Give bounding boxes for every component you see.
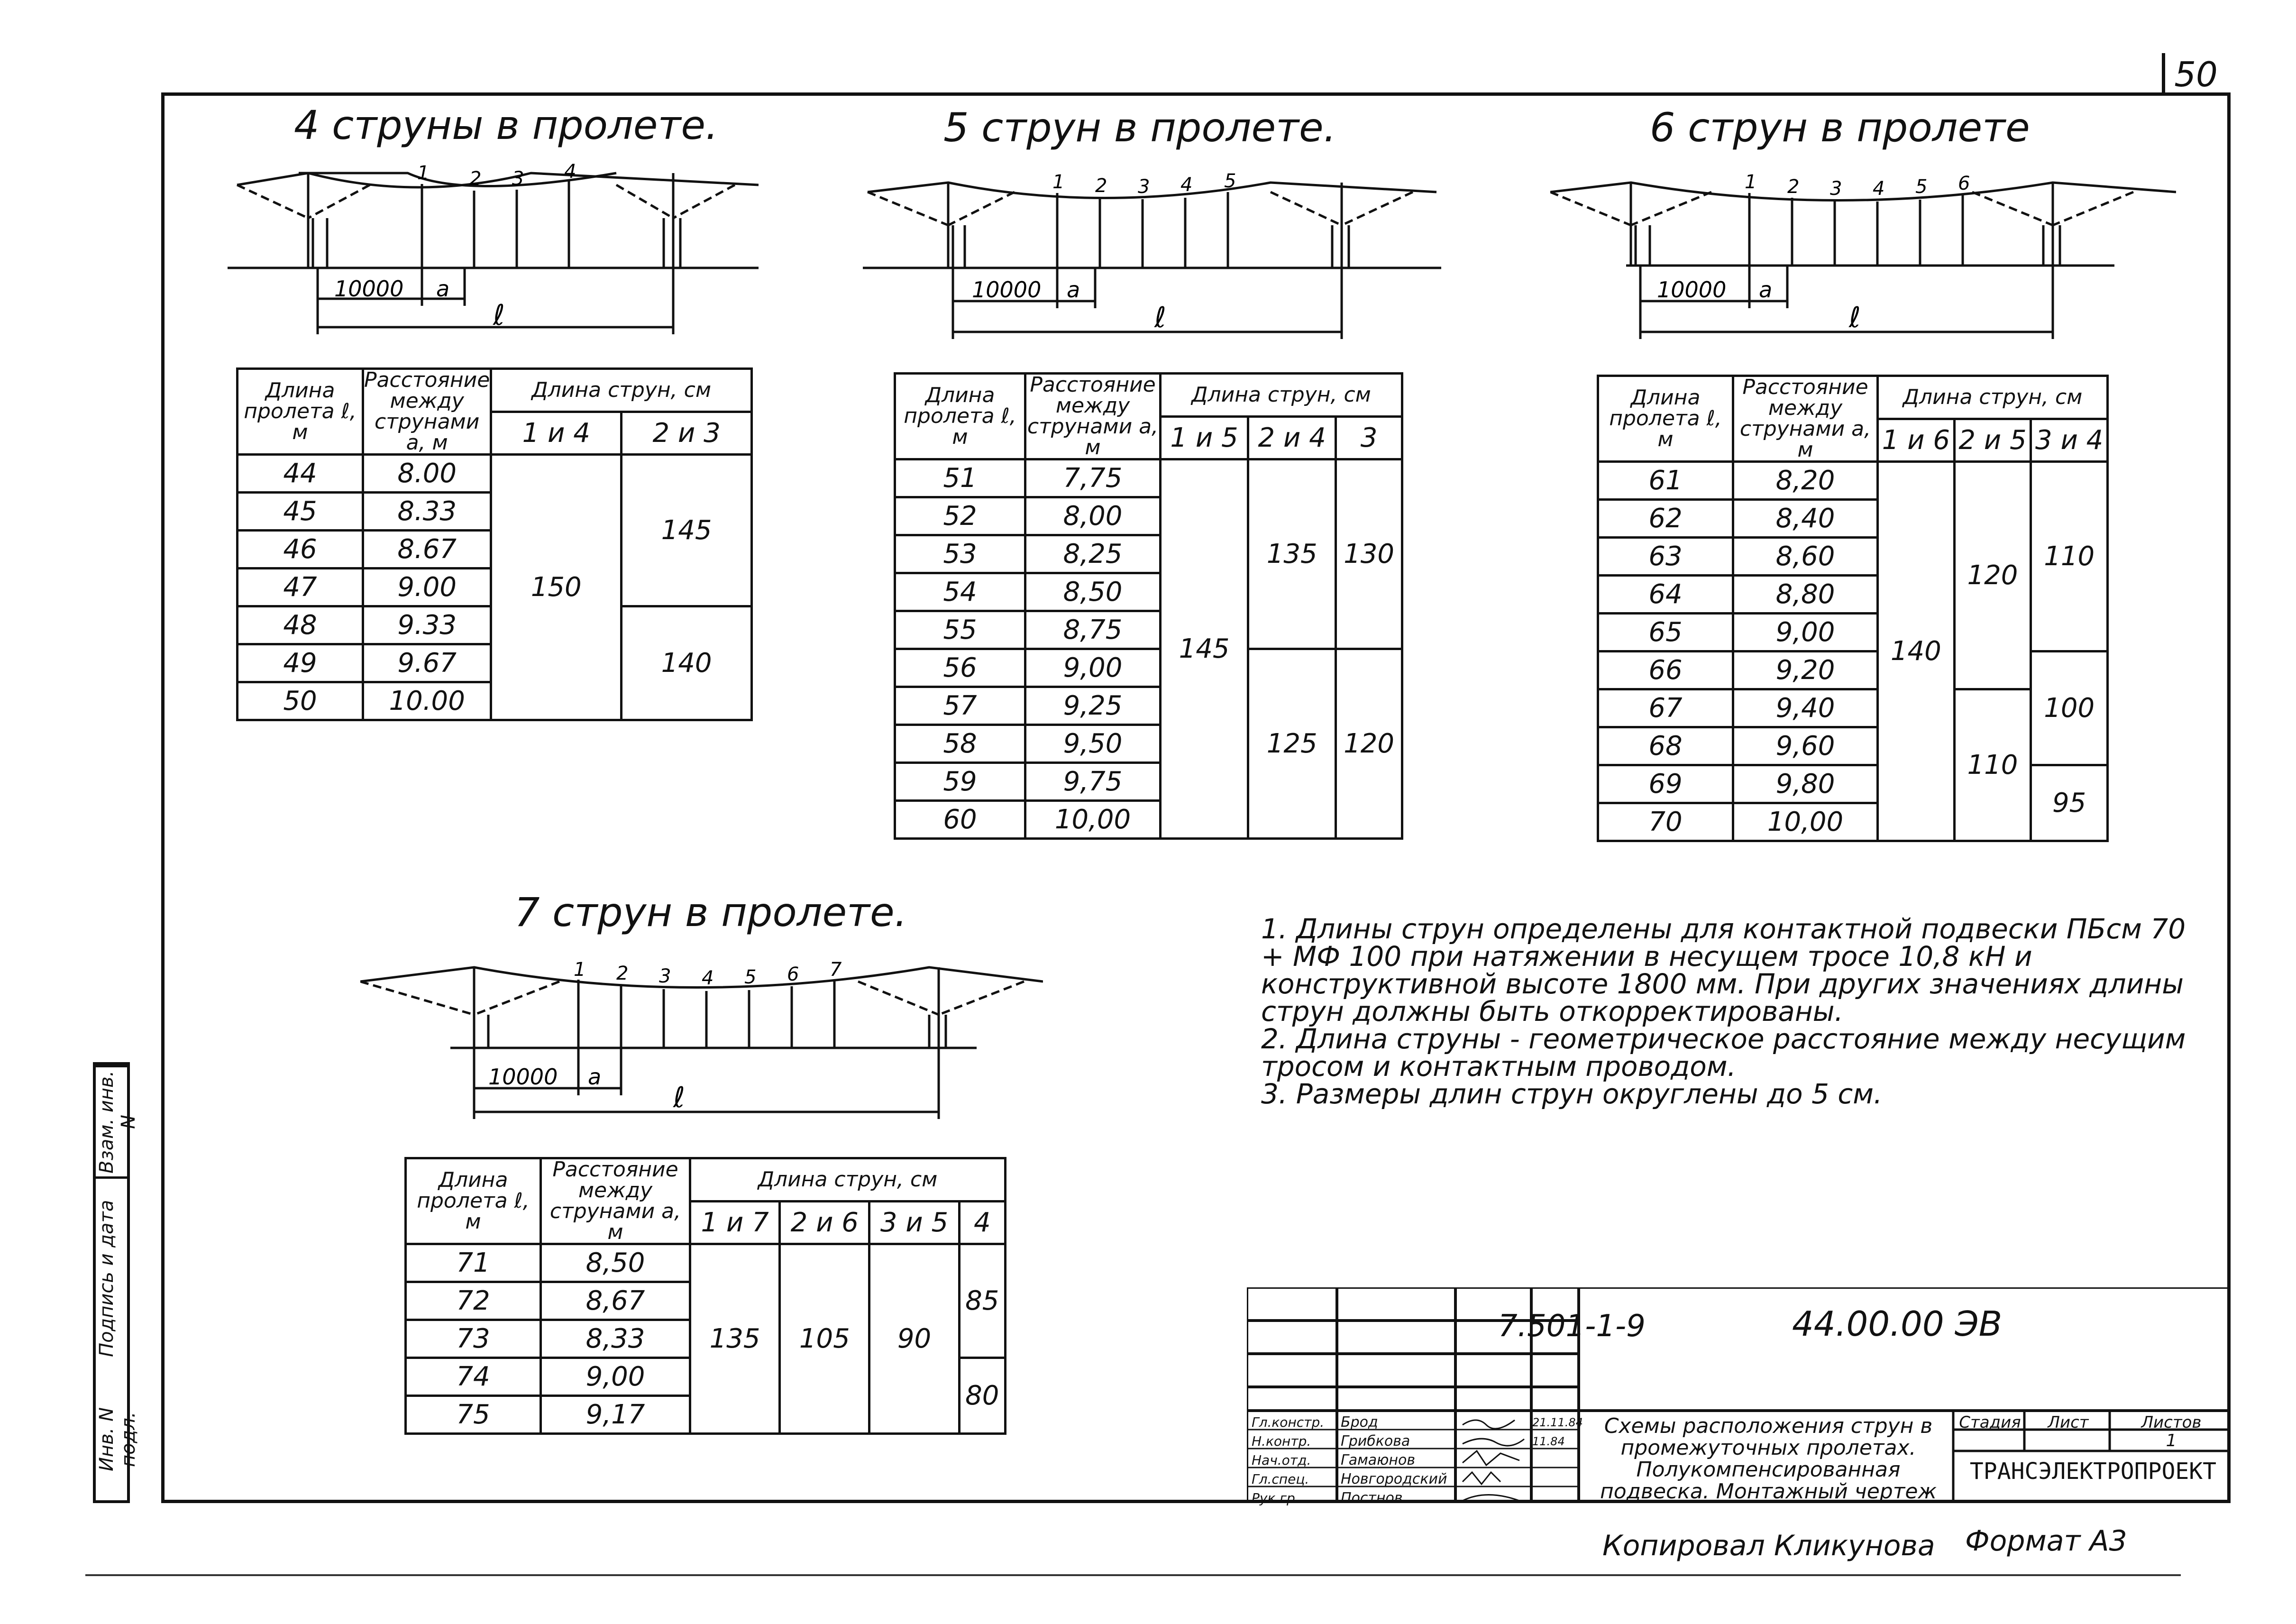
table-cell: 56 [895, 649, 1025, 687]
table-cell: 63 [1598, 538, 1733, 576]
col-header: 1 и 5 [1161, 416, 1248, 459]
table-cell: 110 [2031, 462, 2108, 651]
table-cell: 9,75 [1025, 763, 1161, 801]
table-cell: 9,20 [1733, 651, 1878, 689]
table-cell: 58 [895, 725, 1025, 763]
table-cell: 8,75 [1025, 611, 1161, 649]
col-header: 1 и 6 [1878, 419, 1955, 462]
table-cell: 10.00 [363, 682, 491, 720]
stamp-sheets-h: Листов [2141, 1413, 2202, 1432]
signature [1463, 1420, 1515, 1429]
date: 21.11.84 [1532, 1416, 1583, 1429]
block6-diagram [1550, 164, 2176, 344]
block4-table [236, 367, 753, 721]
table-cell: 8.00 [363, 455, 491, 493]
table-cell: 105 [780, 1244, 869, 1434]
dim-a: а [588, 1064, 602, 1090]
table-cell: 69 [1598, 765, 1733, 803]
col-span-header: Длина пролета ℓ, м [1598, 376, 1733, 462]
notes [1261, 915, 2190, 1108]
table-cell: 10,00 [1025, 801, 1161, 839]
table-cell: 120 [1954, 462, 2031, 689]
table-cell: 8,60 [1733, 538, 1878, 576]
table-cell: 8,25 [1025, 535, 1161, 573]
dim-10000: 10000 [1657, 277, 1727, 303]
note-2: 2. Длина струны - геометрическое расстояние между несущим тросом и контактным проводом. [1261, 1023, 2186, 1083]
stamp-code1: 7.501-1-9 [1498, 1309, 1646, 1344]
stamp-code2: 44.00.00 ЭВ [1792, 1304, 2003, 1344]
date: 11.84 [1532, 1435, 1565, 1448]
string-num: 1 [1745, 171, 1757, 193]
name: Постнов [1341, 1490, 1403, 1506]
col-header: 3 [1336, 416, 1402, 459]
footer-format: Формат А3 [1965, 1524, 2127, 1558]
string-num: 6 [1958, 173, 1970, 194]
table-cell: 80 [959, 1358, 1005, 1434]
dim-10000: 10000 [334, 276, 404, 302]
bottom-line [85, 1574, 2181, 1576]
table-cell: 60 [895, 801, 1025, 839]
table-cell: 125 [1248, 649, 1336, 839]
col-header: 4 [959, 1201, 1005, 1244]
string-num: 1 [1052, 171, 1065, 193]
name: Брод [1341, 1414, 1378, 1431]
col-header: 2 и 4 [1248, 416, 1336, 459]
table-cell: 9.00 [363, 569, 491, 606]
col-strlen-header: Длина струн, см [690, 1158, 1006, 1202]
block6-title: 6 струн в пролете [1650, 104, 2030, 151]
table-cell: 130 [1336, 459, 1402, 649]
table-cell: 9,00 [1025, 649, 1161, 687]
block7-title: 7 струн в пролете. [514, 889, 907, 936]
col-header: 2 и 5 [1954, 419, 2031, 462]
col-dist-header: Расстояние между струнами а, м [1025, 374, 1161, 459]
string-num: 4 [1180, 174, 1193, 196]
stamp-names [1341, 1413, 1454, 1508]
table-cell: 48 [238, 606, 363, 644]
table-cell: 61 [1598, 462, 1733, 500]
table-cell: 9,40 [1733, 689, 1878, 727]
block5-diagram [863, 164, 1441, 349]
table-cell: 66 [1598, 651, 1733, 689]
table-cell: 9.33 [363, 606, 491, 644]
string-num: 4 [564, 161, 576, 183]
dim-l: ℓ [673, 1081, 685, 1114]
table-cell: 8,00 [1025, 497, 1161, 535]
table-cell: 135 [690, 1244, 780, 1434]
string-num: 3 [1138, 176, 1150, 198]
dim-10000: 10000 [488, 1064, 558, 1090]
table-cell: 47 [238, 569, 363, 606]
stamp-roles [1252, 1413, 1337, 1508]
table-cell: 65 [1598, 614, 1733, 651]
table-cell: 135 [1248, 459, 1336, 649]
col-strlen-header: Длина струн, см [1161, 374, 1402, 417]
col-span-header: Длина пролета ℓ, м [406, 1158, 541, 1244]
block7-diagram [360, 948, 1043, 1129]
string-num: 5 [1915, 176, 1928, 198]
stamp-stage-h: Стадия [1959, 1413, 2021, 1432]
dim-l: ℓ [493, 299, 505, 332]
signature [1463, 1495, 1519, 1501]
table-cell: 9,50 [1025, 725, 1161, 763]
col-strlen-header: Длина струн, см [1878, 376, 2108, 419]
side-field-signature: Подпись и дата [96, 1176, 127, 1378]
string-num: 6 [787, 963, 799, 985]
table-cell: 100 [2031, 651, 2108, 765]
col-strlen-header: Длина струн, см [491, 369, 752, 412]
table-cell: 8.67 [363, 531, 491, 569]
string-num: 2 [616, 963, 629, 984]
table-cell: 53 [895, 535, 1025, 573]
table-cell: 8,50 [541, 1244, 690, 1282]
table-cell: 9,00 [541, 1358, 690, 1396]
table-cell: 8,40 [1733, 500, 1878, 538]
table-cell: 9,17 [541, 1396, 690, 1434]
table-cell: 64 [1598, 576, 1733, 614]
col-header: 2 и 6 [780, 1201, 869, 1244]
table-cell: 9.67 [363, 644, 491, 682]
table-cell: 67 [1598, 689, 1733, 727]
footer-copied: Копировал Кликунова [1602, 1529, 1935, 1562]
col-header: 3 и 5 [869, 1201, 959, 1244]
table-cell: 8,20 [1733, 462, 1878, 500]
block6-table [1597, 375, 2109, 842]
table-cell: 68 [1598, 727, 1733, 765]
string-num: 1 [574, 959, 586, 981]
table-cell: 72 [406, 1282, 541, 1320]
binding-strip [93, 1062, 139, 1503]
role: Нач.отд. [1252, 1452, 1311, 1468]
block5-table [894, 372, 1403, 840]
stamp-title: Схемы расположения струн в промежуточных пролетах. Полукомпенсированная подвеска. Монтажный чертеж [1600, 1414, 1937, 1504]
table-cell: 9,00 [1733, 614, 1878, 651]
side-field-replace: Взам. инв. N [96, 1065, 127, 1176]
dim-a: а [436, 276, 450, 302]
dim-a: а [1759, 277, 1773, 303]
string-num: 3 [659, 965, 671, 987]
string-num: 7 [830, 959, 842, 981]
table-cell: 9,80 [1733, 765, 1878, 803]
table-cell: 8,33 [541, 1320, 690, 1358]
string-num: 2 [469, 168, 482, 190]
table-cell: 145 [1161, 459, 1248, 839]
role: Рук.гр. [1252, 1490, 1299, 1506]
table-cell: 62 [1598, 500, 1733, 538]
string-num: 3 [512, 168, 524, 190]
string-num: 5 [744, 966, 757, 988]
table-cell: 110 [1954, 689, 2031, 841]
block7-table [404, 1157, 1006, 1435]
table-cell: 71 [406, 1244, 541, 1282]
table-cell: 145 [622, 455, 752, 606]
signatures [1458, 1413, 1529, 1508]
table-cell: 74 [406, 1358, 541, 1396]
table-cell: 95 [2031, 765, 2108, 841]
string-num: 4 [1873, 178, 1885, 200]
table-cell: 51 [895, 459, 1025, 497]
table-cell: 75 [406, 1396, 541, 1434]
table-cell: 150 [491, 455, 622, 720]
table-cell: 52 [895, 497, 1025, 535]
dim-l: ℓ [1154, 301, 1166, 334]
table-cell: 57 [895, 687, 1025, 725]
role: Н.контр. [1252, 1433, 1311, 1449]
col-dist-header: Расстояние между струнами а, м [363, 369, 491, 455]
table-cell: 70 [1598, 803, 1733, 841]
signature [1463, 1439, 1524, 1446]
col-dist-header: Расстояние между струнами а, м [1733, 376, 1878, 462]
side-field-inventory: Инв. N подл. [96, 1407, 139, 1472]
note-3: 3. Размеры длин струн округлены до 5 см. [1261, 1078, 1883, 1110]
string-num: 2 [1095, 175, 1107, 197]
signature [1463, 1472, 1500, 1484]
table-cell: 55 [895, 611, 1025, 649]
table-cell: 140 [622, 606, 752, 720]
string-num: 2 [1787, 176, 1800, 198]
signature [1463, 1451, 1519, 1465]
table-cell: 90 [869, 1244, 959, 1434]
name: Новгородский [1341, 1471, 1447, 1487]
string-num: 1 [417, 162, 430, 184]
block4-diagram [228, 156, 759, 341]
table-cell: 10,00 [1733, 803, 1878, 841]
table-cell: 9,25 [1025, 687, 1161, 725]
role: Гл.спец. [1252, 1471, 1309, 1487]
table-cell: 7,75 [1025, 459, 1161, 497]
note-1: 1. Длины струн определены для контактной подвески ПБсм 70 + МФ 100 при натяжении в несущем тросе 10,8 кН и конструктивной высоте 1800 мм. При других значениях длины струн должны быть откорректированы. [1261, 913, 2186, 1028]
sheet-number: 50 [2162, 53, 2227, 96]
stamp-dates [1532, 1413, 1583, 1451]
stamp-org: ТРАНСЭЛЕКТРОПРОЕКТ [1969, 1458, 2217, 1485]
string-num: 4 [702, 967, 714, 989]
dim-10000: 10000 [972, 277, 1042, 303]
block5-title: 5 струн в пролете. [943, 104, 1336, 151]
col-span-header: Длина пролета ℓ, м [895, 374, 1025, 459]
col-header: 2 и 3 [622, 412, 752, 455]
table-cell: 85 [959, 1244, 1005, 1358]
string-num: 3 [1830, 178, 1842, 200]
table-cell: 8,80 [1733, 576, 1878, 614]
table-cell: 9,60 [1733, 727, 1878, 765]
table-cell: 49 [238, 644, 363, 682]
table-cell: 54 [895, 573, 1025, 611]
table-cell: 50 [238, 682, 363, 720]
col-header: 3 и 4 [2031, 419, 2108, 462]
dim-l: ℓ [1849, 301, 1861, 334]
col-header: 1 и 4 [491, 412, 622, 455]
table-cell: 44 [238, 455, 363, 493]
col-dist-header: Расстояние между струнами а, м [541, 1158, 690, 1244]
table-cell: 8,67 [541, 1282, 690, 1320]
col-span-header: Длина пролета ℓ, м [238, 369, 363, 455]
table-cell: 8,50 [1025, 573, 1161, 611]
stamp-sheet-h: Лист [2048, 1413, 2089, 1432]
table-cell: 140 [1878, 462, 1955, 841]
table-cell: 45 [238, 493, 363, 531]
name: Грибкова [1341, 1433, 1410, 1450]
block4-title: 4 струны в пролете. [294, 102, 718, 148]
stamp-sheets-v: 1 [2166, 1431, 2177, 1450]
col-header: 1 и 7 [690, 1201, 780, 1244]
table-cell: 8.33 [363, 493, 491, 531]
table-cell: 46 [238, 531, 363, 569]
name: Гамаюнов [1341, 1452, 1416, 1468]
dim-a: а [1067, 277, 1080, 303]
string-num: 5 [1224, 170, 1236, 192]
table-cell: 120 [1336, 649, 1402, 839]
table-cell: 73 [406, 1320, 541, 1358]
table-cell: 59 [895, 763, 1025, 801]
role: Гл.констр. [1252, 1414, 1325, 1430]
